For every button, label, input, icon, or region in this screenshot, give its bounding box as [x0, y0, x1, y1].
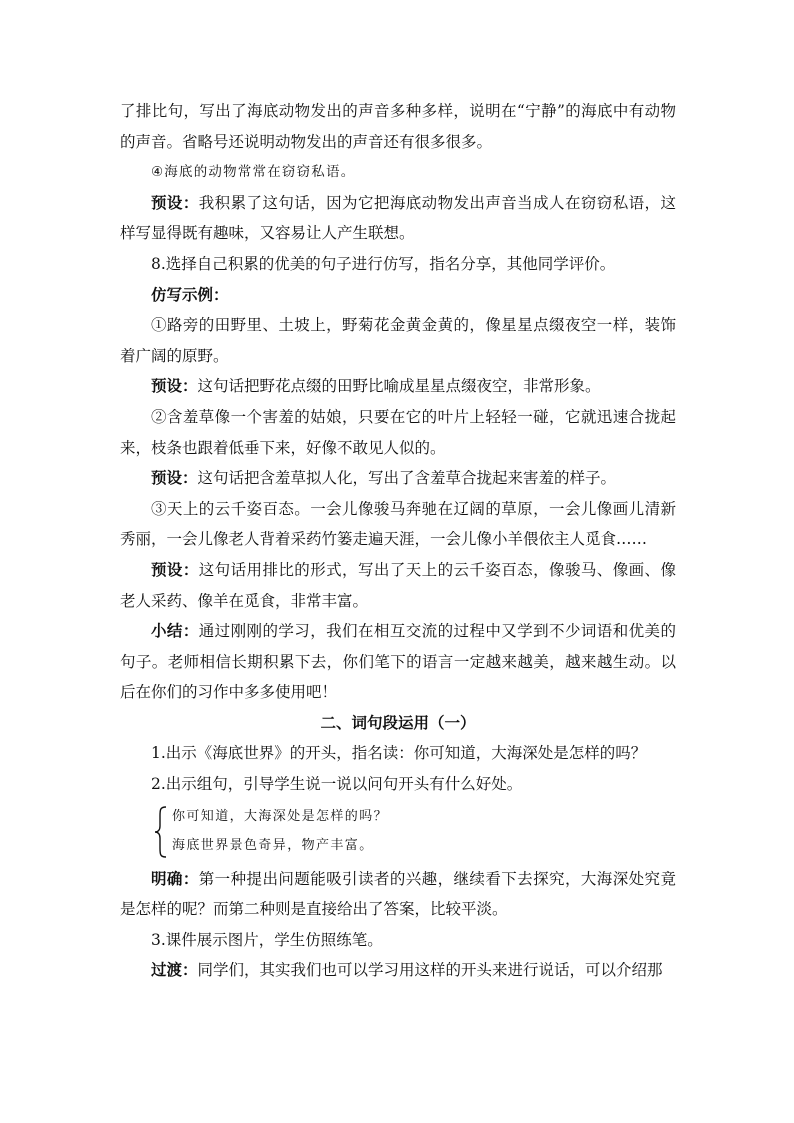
statement-opening-sentence: 海底世界景色奇异，物产丰富。: [172, 837, 374, 853]
preset-text: 我积累了这句话，因为它把海底动物发出声音当成人在窃窃私语，这样写显得既有趣味，又容易让人产生联想。: [120, 193, 676, 243]
preset-text: 这句话用排比的形式，写出了天上的云千姿百态，像骏马、像画、像老人采药、像羊在觅食，非常丰富。: [120, 560, 676, 610]
step-2-instruction: 2.出示组句，引导学生说一说以问句开头有什么好处。: [151, 775, 523, 794]
imitation-example-1: ①路旁的田野里、土坡上，野菊花金黄金黄的，像星星点缀夜空一样，装饰着广阔的原野。: [120, 316, 676, 365]
imitation-example-3: ③天上的云千姿百态。一会儿像骏马奔驰在辽阔的草原，一会儿像画儿清新秀丽，一会儿像老人背着采药竹篓走遍天涯，一会儿像小羊偎依主人觅食……: [120, 499, 676, 549]
example-sentence-4: ④海底的动物常常在窃窃私语。: [151, 164, 356, 181]
summary-paragraph: [120, 616, 676, 708]
preset-label: 预设：: [151, 559, 199, 579]
clarification-paragraph: [120, 864, 676, 925]
paragraph-continuation: 了排比句，写出了海底动物发出的声音多种多样，说明在“宁静”的海底中有动物的声音。省略号还说明动物发出的声音还有很多很多。: [120, 102, 676, 151]
preset-paragraph: [120, 463, 676, 494]
question-opening-sentence: 你可知道，大海深处是怎样的吗？: [172, 808, 389, 824]
left-brace-icon: [154, 806, 168, 858]
clarification-label: 明确：: [151, 868, 199, 888]
transition-paragraph: [120, 955, 676, 986]
clarification-text: 第一种提出问题能吸引读者的兴趣，继续看下去探究，大海深处究竟是怎样的呢？而第二种则是直接给出了答案，比较平淡。: [120, 869, 676, 919]
preset-label: 预设：: [151, 192, 199, 212]
step-8-instruction: 8.选择自己积累的优美的句子进行仿写，指名分享，其他同学评价。: [151, 254, 616, 273]
sentence-comparison-group: [120, 802, 676, 860]
preset-text: 这句话把野花点缀的田野比喻成星星点缀夜空，非常形象。: [197, 377, 601, 396]
preset-paragraph: [120, 555, 676, 616]
transition-label: 过渡：: [151, 960, 198, 980]
preset-paragraph: [120, 371, 676, 402]
preset-text: 这句话把含羞草拟人化，写出了含羞草合拢起来害羞的样子。: [197, 469, 617, 488]
step-1-instruction: 1.出示《海底世界》的开头，指名读：你可知道，大海深处是怎样的吗？: [151, 744, 647, 763]
summary-label: 小结：: [151, 621, 199, 641]
section-heading: 二、词句段运用（一）: [320, 712, 476, 732]
preset-label: 预设：: [151, 376, 198, 396]
step-3-instruction: 3.课件展示图片，学生仿照练笔。: [151, 930, 383, 949]
imitation-examples-label: 仿写示例：: [151, 284, 229, 304]
document-page: [120, 96, 676, 986]
summary-text: 通过刚刚的学习，我们在相互交流的过程中又学到不少词语和优美的句子。老师相信长期积累下去，你们笔下的语言一定越来越美，越来越生动。以后在你们的习作中多多使用吧！: [120, 622, 676, 702]
imitation-example-2: ②含羞草像一个害羞的姑娘，只要在它的叶片上轻轻一碰，它就迅速合拢起来，枝条也跟着低垂下来，好像不敢见人似的。: [120, 407, 676, 457]
preset-paragraph: [120, 188, 676, 249]
transition-text: 同学们，其实我们也可以学习用这样的开头来进行说话，可以介绍那: [197, 961, 663, 980]
preset-label: 预设：: [151, 468, 198, 488]
